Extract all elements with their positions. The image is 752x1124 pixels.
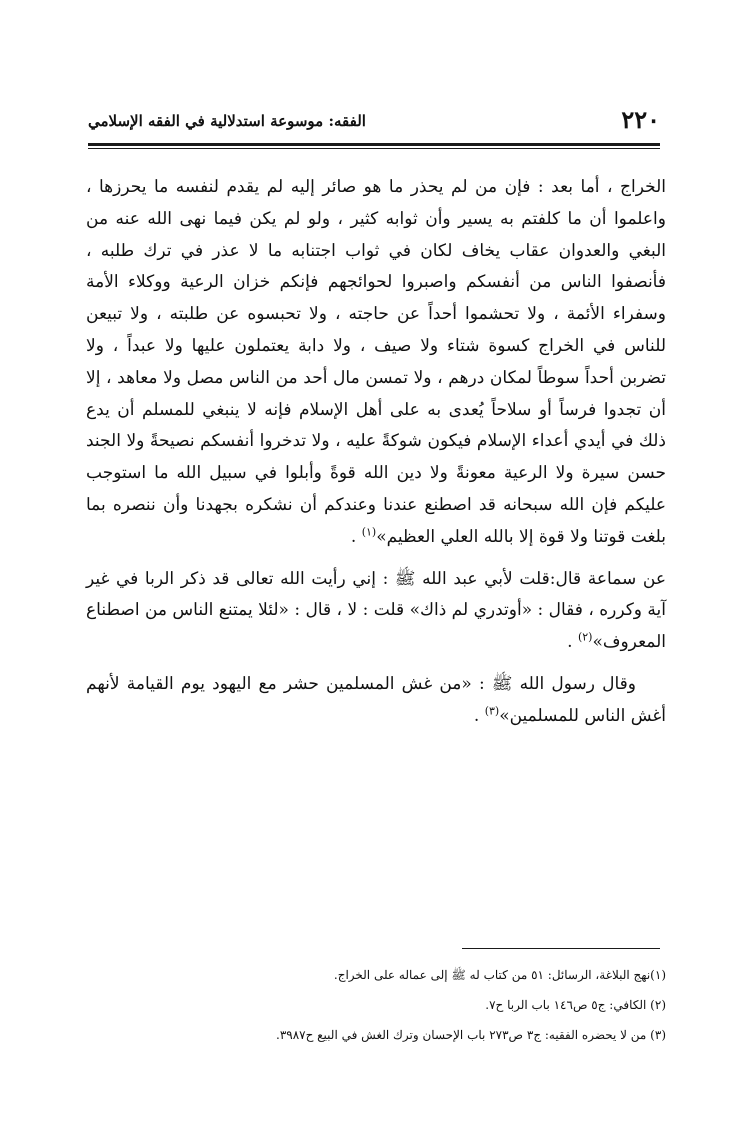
footnote-1: (١)نهج البلاغة، الرسائل: ٥١ من كتاب له ﷺ إلى عماله على الخراج. (333, 968, 666, 982)
footnote-2: (٢) الكافي: ج٥ ص١٤٦ باب الربا ح٧. (485, 998, 666, 1012)
footnote-separator (462, 948, 660, 949)
header-rule-thin (88, 148, 660, 149)
running-title: الفقه: موسوعة استدلالية في الفقه الإسلامي (88, 112, 366, 130)
paragraph-prophet-hadith: وقال رسول الله ﷺ : «من غش المسلمين حشر مع اليهود يوم القيامة لأنهم أغش الناس للمسلمين»$^{(٣)}$ . (86, 673, 666, 726)
paragraph-text: وقال رسول الله ﷺ : «من غش المسلمين حشر مع اليهود يوم القيامة لأنهم أغش الناس للمسلمين» (86, 673, 666, 726)
page-number: ٢٢٠ (621, 105, 660, 134)
footnote-marker-2: (٢) (577, 630, 593, 644)
page-header (88, 104, 660, 140)
paragraph-text: الخراج ، أما بعد : فإن من لم يحذر ما هو صائر إليه لم يقدم لنفسه ما يحرزها ، واعلموا أن ما كلفتم به يسير وأن ثوابه كثير ، ولو لم يكن فيما نهى الله عنه من البغي والعدوان عقاب يخاف لكان في ثواب اجتنابه ما لا عذر في ترك طلبه ، فأنصفوا الناس من أنفسكم واصبروا لحوائجهم فإنكم خزان الرعية ووكلاء الأمة وسفراء الأئمة ، ولا تحشموا أحداً عن حاجته ، ولا تحبسوه عن طلبته ، ولا تبيعن للناس في الخراج كسوة شتاء ولا صيف ، ولا دابة يعتملون عليها ولا عبداً ، ولا تضربن أحداً سوطاً لمكان درهم ، ولا تمسن مال أحد من الناس مصل ولا معاهد ، إلا أن تجدوا فرساً أو سلاحاً يُعدى به على أهل الإسلام فإنه لا ينبغي للمسلم أن يدع ذلك في أيدي أعداء الإسلام فيكون شوكةً عليه ، ولا تدخروا أنفسكم نصيحةً ولا الجند حسن سيرة ولا الرعية معونةً ولا دين الله قوةً وأبلوا في سبيل الله ما استوجب عليكم فإن الله سبحانه قد اصطنع عندنا وعندكم أن نشكره بجهدنا وأن ننصره بما بلغت قوتنا ولا قوة إلا بالله العلي العظيم» (86, 177, 666, 547)
footnotes (150, 960, 666, 1050)
paragraph-letter-continuation: الخراج ، أما بعد : فإن من لم يحذر ما هو صائر إليه لم يقدم لنفسه ما يحرزها ، واعلموا أن ما كلفتم به يسير وأن ثوابه كثير ، ولو لم يكن فيما نهى الله عنه من البغي والعدوان عقاب يخاف لكان في ثواب اجتنابه ما لا عذر في ترك طلبه ، فأنصفوا الناس من أنفسكم واصبروا لحوائجهم فإنكم خزان الرعية ووكلاء الأمة وسفراء الأئمة ، ولا تحشموا أحداً عن حاجته ، ولا تحبسوه عن طلبته ، ولا تبيعن للناس في الخراج كسوة شتاء ولا صيف ، ولا دابة يعتملون عليها ولا عبداً ، ولا تضربن أحداً سوطاً لمكان درهم ، ولا تمسن مال أحد من الناس مصل ولا معاهد ، إلا أن تجدوا فرساً أو سلاحاً يُعدى به على أهل الإسلام فإنه لا ينبغي للمسلم أن يدع ذلك في أيدي أعداء الإسلام فيكون شوكةً عليه ، ولا تدخروا أنفسكم نصيحةً ولا الجند حسن سيرة ولا الرعية معونةً ولا دين الله قوةً وأبلوا في سبيل الله ما استوجب عليكم فإن الله سبحانه قد اصطنع عندنا وعندكم أن نشكره بجهدنا وأن ننصره بما بلغت قوتنا ولا قوة إلا بالله العلي العظيم»$^{(١)}$ . (86, 177, 666, 547)
footnote-marker-1: (١) (361, 525, 377, 539)
footnote-marker-3: (٣) (484, 704, 500, 718)
paragraph-samaa-hadith: عن سماعة قال:قلت لأبي عبد الله ﷺ : إني رأيت الله تعالى قد ذكر الربا في غير آية وكرره ، فقال : «أوتدري لم ذاك» قلت : لا ، قال : «لئلا يمتنع الناس من اصطناع المعروف»$^{(٢)}$ . (86, 568, 666, 653)
paragraph-text: عن سماعة قال:قلت لأبي عبد الله ﷺ : إني رأيت الله تعالى قد ذكر الربا في غير آية وكرره ، فقال : «أوتدري لم ذاك» قلت : لا ، قال : «لئلا يمتنع الناس من اصطناع المعروف» (86, 568, 666, 653)
body-text (86, 172, 666, 733)
footnote-3: (٣) من لا يحضره الفقيه: ج٣ ص٢٧٣ باب الإحسان وترك الغش في البيع ح٣٩٨٧. (275, 1028, 666, 1042)
header-rule-thick (88, 143, 660, 146)
